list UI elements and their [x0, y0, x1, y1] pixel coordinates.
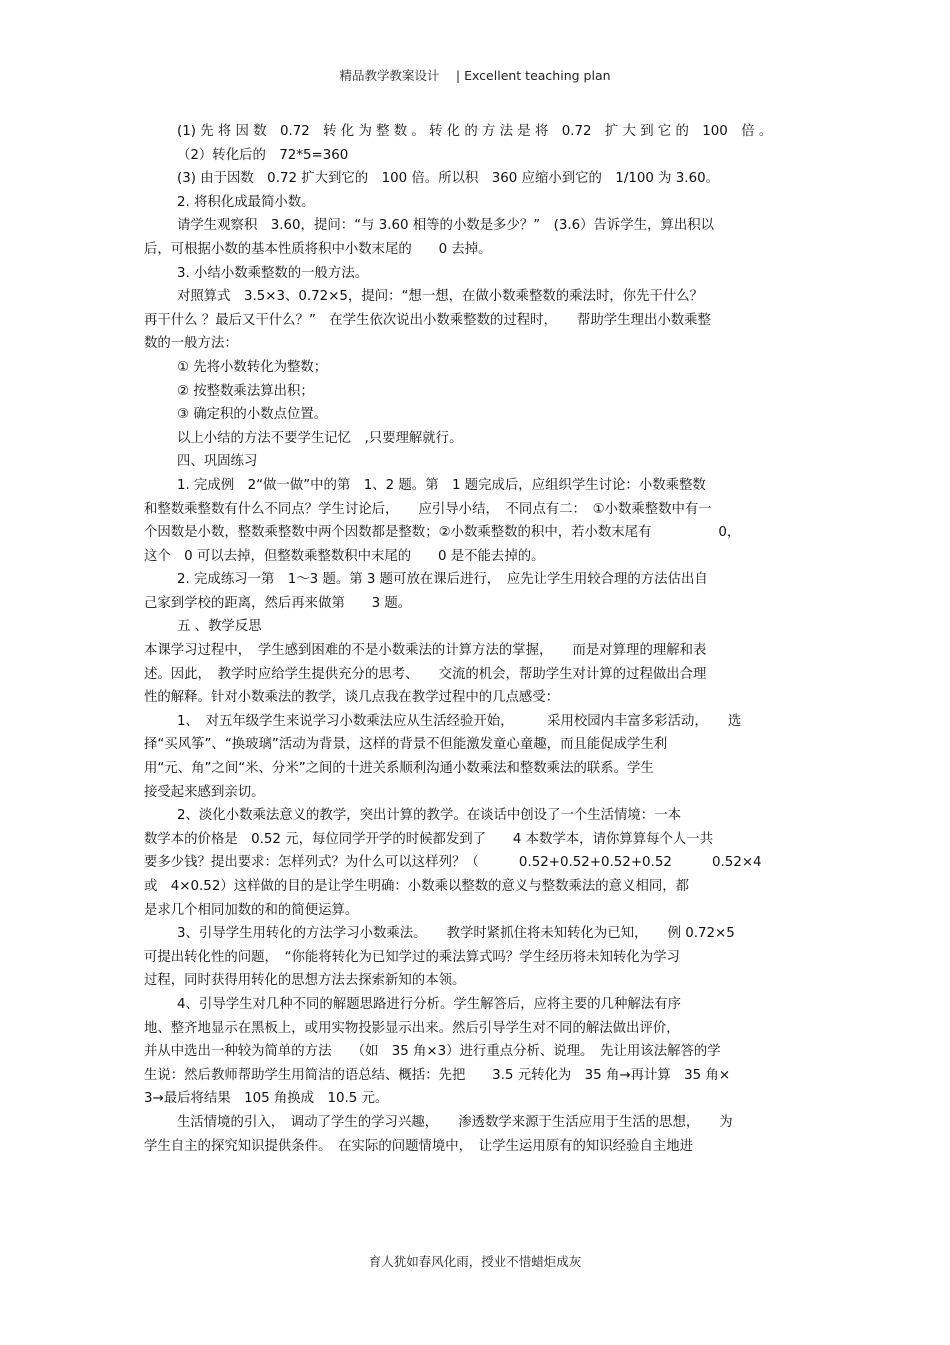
text-line: 以上小结的方法不要学生记忆 ,只要理解就行。: [177, 430, 463, 446]
text-line: (3) 由于因数 0.72 扩大到它的 100 倍。所以积 360 应缩小到它的 1/100 为 3.60。: [177, 171, 719, 187]
page-header: 精品教学教案设计 | Excellent teaching plan: [339, 68, 611, 83]
page-footer: 育人犹如春风化雨，授业不惜蜡炬成灰: [368, 1254, 582, 1269]
text-line: 述。因此， 教学时应给学生提供充分的思考、 交流的机会，帮助学生对计算的过程做出合理: [144, 666, 707, 682]
text-line: 1、 对五年级学生来说学习小数乘法应从生活经验开始， 采用校园内丰富多彩活动， 选: [177, 713, 742, 729]
text-line: 用“元、角”之间“米、分米”之间的十进关系顺利沟通小数乘法和整数乘法的联系。学生: [144, 761, 654, 777]
text-line: 4、引导学生对几种不同的解题思路进行分析。学生解答后，应将主要的几种解法有序: [177, 996, 681, 1012]
text-line: 接受起来感到亲切。: [144, 784, 265, 800]
text-line: 生说：然后教师帮助学生用简洁的语总结、概括：先把 3.5 元转化为 35 角→再计算 35 角×: [144, 1067, 731, 1083]
text-line: 学生自主的探究知识提供条件。 在实际的问题情境中， 让学生运用原有的知识经验自主地进: [144, 1138, 694, 1154]
text-line: 数的一般方法：: [144, 336, 238, 352]
text-line: 再干什么 ？最后又干什么？” 在学生依次说出小数乘整数的过程时， 帮助学生理出小数乘整: [144, 312, 711, 328]
text-line: 可提出转化性的问题， “你能将转化为已知学过的乘法算式吗？学生经历将未知转化为学习: [144, 949, 680, 965]
text-line: 3→最后将结果 105 角换成 10.5 元。: [144, 1091, 389, 1107]
text-line: 并从中选出一种较为简单的方法 （如 35 角×3）进行重点分析、说理。 先让用该法解答的学: [144, 1044, 721, 1060]
document-body: [144, 120, 812, 1158]
text-line: 2、淡化小数乘法意义的教学，突出计算的教学。在谈话中创设了一个生活情境：一本: [177, 808, 681, 824]
text-line: 对照算式 3.5×3、0.72×5，提问：“想一想，在做小数乘整数的乘法时，你先干什么？: [177, 289, 704, 305]
text-line: 己家到学校的距离，然后再来做第 3 题。: [144, 595, 412, 611]
text-line: 和整数乘整数有什么不同点？学生讨论后， 应引导小结， 不同点有二： ①小数乘整数中有一: [144, 501, 712, 517]
text-line: ① 先将小数转化为整数；: [177, 359, 328, 375]
text-line: 1. 完成例 2“做一做”中的第 1、2 题。第 1 题完成后，应组织学生讨论：小数乘整数: [177, 477, 706, 493]
text-line: 请学生观察积 3.60，提问：“与 3.60 相等的小数是多少？” (3.6）告诉学生，算出积以: [177, 218, 715, 234]
text-line: 要多少钱？提出要求：怎样列式？为什么可以这样列？（ 0.52+0.52+0.52+0.52 0.52×4: [144, 855, 762, 871]
text-line: 生活情境的引入， 调动了学生的学习兴趣， 渗透数学来源于生活应用于生活的思想， 为: [177, 1114, 733, 1130]
text-line: （2）转化后的 72*5=360: [177, 147, 349, 163]
text-line: 过程，同时获得用转化的思想方法去探索新知的本领。: [144, 973, 466, 989]
text-line: 2. 将积化成最简小数。: [177, 194, 315, 210]
text-line: 这个 0 可以去掉，但整数乘整数积中末尾的 0 是不能去掉的。: [144, 548, 545, 564]
text-line: 四、巩固练习: [177, 454, 258, 470]
text-line: 本课学习过程中， 学生感到困难的不是小数乘法的计算方法的掌握， 而是对算理的理解和表: [144, 643, 707, 659]
text-line: 2. 完成练习一第 1～3 题。第 3 题可放在课后进行， 应先让学生用较合理的方法估出自: [177, 572, 708, 588]
text-line: 性的解释。针对小数乘法的教学，谈几点我在教学过程中的几点感受：: [144, 690, 560, 706]
text-line: (1) 先 将 因 数 0.72 转 化 为 整 数 。 转 化 的 方 法 是 将 0.72 扩 大 到 它 的 100 倍 。: [177, 124, 773, 139]
text-line: 是求几个相同加数的和的简便运算。: [144, 902, 359, 918]
text-line: 3、引导学生用转化的方法学习小数乘法。 教学时紧抓住将未知转化为已知， 例 0.72×5: [177, 926, 735, 942]
text-line: 或 4×0.52）这样做的目的是让学生明确：小数乘以整数的意义与整数乘法的意义相同，都: [144, 879, 690, 894]
text-line: 数学本的价格是 0.52 元，每位同学开学的时候都发到了 4 本数学本，请你算算每个人一共: [144, 831, 714, 847]
text-line: 个因数是小数，整数乘整数中两个因数都是整数；②小数乘整数的积中，若小数末尾有 0，: [144, 525, 741, 541]
text-line: 3. 小结小数乘整数的一般方法。: [177, 265, 369, 281]
text-line: 后，可根据小数的基本性质将积中小数末尾的 0 去掉。: [144, 241, 492, 257]
text-line: ③ 确定积的小数点位置。: [177, 407, 328, 423]
text-line: 择“买风筝”、“换玻璃”活动为背景，这样的背景不但能激发童心童趣，而且能促成学生利: [144, 737, 668, 753]
text-line: 地、整齐地显示在黑板上，或用实物投影显示出来。然后引导学生对不同的解法做出评价，: [144, 1020, 680, 1036]
text-line: 五 、教学反思: [177, 619, 262, 635]
text-line: ② 按整数乘法算出积；: [177, 383, 314, 399]
